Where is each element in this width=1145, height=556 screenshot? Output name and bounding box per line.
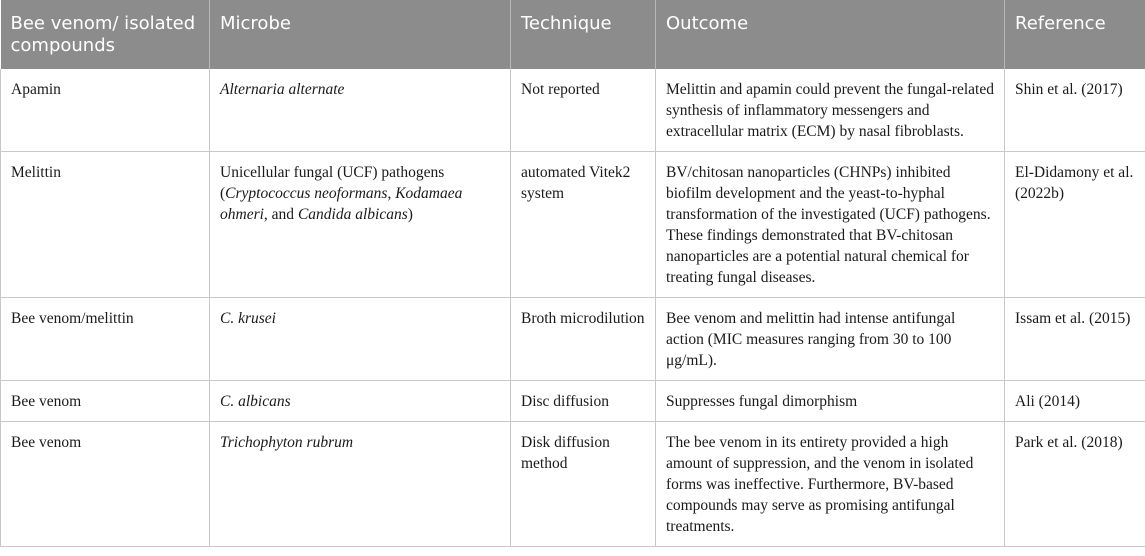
cell-outcome: Suppresses fungal dimorphism	[656, 381, 1005, 422]
cell-compound: Bee venom	[1, 422, 210, 547]
table-row	[1, 298, 1145, 381]
table-header	[1, 0, 1145, 69]
header-row	[1, 0, 1145, 69]
microbe-text: Kodamaea ohmeri	[220, 185, 463, 223]
cell-outcome: BV/chitosan nanoparticles (CHNPs) inhibited biofilm development and the yeast-to-hyphal transformation of the investigated (UCF) pathogens. These findings demonstrated that BV-chitosan nanoparticles are a potential natural chemical for treating fungal diseases.	[656, 152, 1005, 298]
microbe-text: Alternaria alternate	[220, 81, 345, 98]
cell-outcome: Melittin and apamin could prevent the fungal-related synthesis of inflammatory messengers and extracellular matrix (ECM) by nasal fibroblasts.	[656, 69, 1005, 152]
cell-microbe	[210, 422, 511, 547]
cell-microbe	[210, 152, 511, 298]
header-reference: Reference	[1005, 0, 1145, 69]
cell-technique: Not reported	[511, 69, 656, 152]
cell-reference: Shin et al. (2017)	[1005, 69, 1145, 152]
header-microbe: Microbe	[210, 0, 511, 69]
cell-microbe	[210, 298, 511, 381]
header-compound: Bee venom/ isolated compounds	[1, 0, 210, 69]
microbe-text: C. krusei	[220, 310, 276, 327]
table-body	[1, 69, 1145, 547]
cell-microbe	[210, 69, 511, 152]
cell-technique: automated Vitek2 system	[511, 152, 656, 298]
microbe-text: Unicellular fungal (UCF) pathogens (	[220, 164, 445, 202]
microbe-text: C. albicans	[220, 393, 291, 410]
cell-reference: Issam et al. (2015)	[1005, 298, 1145, 381]
cell-outcome: Bee venom and melittin had intense antifungal action (MIC measures ranging from 30 to 100 μg/mL).	[656, 298, 1005, 381]
header-technique: Technique	[511, 0, 656, 69]
cell-reference: Ali (2014)	[1005, 381, 1145, 422]
header-outcome: Outcome	[656, 0, 1005, 69]
table-row	[1, 422, 1145, 547]
microbe-text: )	[407, 206, 413, 223]
cell-technique: Disk diffusion method	[511, 422, 656, 547]
table-row	[1, 152, 1145, 298]
microbe-text: ,	[387, 185, 396, 202]
microbe-text: Cryptococcus neoformans	[225, 185, 388, 202]
table-row	[1, 69, 1145, 152]
cell-reference: Park et al. (2018)	[1005, 422, 1145, 547]
cell-technique: Broth microdilution	[511, 298, 656, 381]
cell-compound: Apamin	[1, 69, 210, 152]
cell-compound: Bee venom	[1, 381, 210, 422]
table-row	[1, 381, 1145, 422]
microbe-text: , and	[263, 206, 298, 223]
cell-compound: Bee venom/melittin	[1, 298, 210, 381]
cell-microbe	[210, 381, 511, 422]
cell-compound: Melittin	[1, 152, 210, 298]
cell-technique: Disc diffusion	[511, 381, 656, 422]
microbe-text: Candida albicans	[297, 206, 408, 223]
cell-outcome: The bee venom in its entirety provided a high amount of suppression, and the venom in isolated forms was ineffective. Furthermore, BV-based compounds may serve as promising antifungal treatments.	[656, 422, 1005, 547]
cell-reference: El-Didamony et al. (2022b)	[1005, 152, 1145, 298]
microbe-text: Trichophyton rubrum	[220, 434, 354, 451]
